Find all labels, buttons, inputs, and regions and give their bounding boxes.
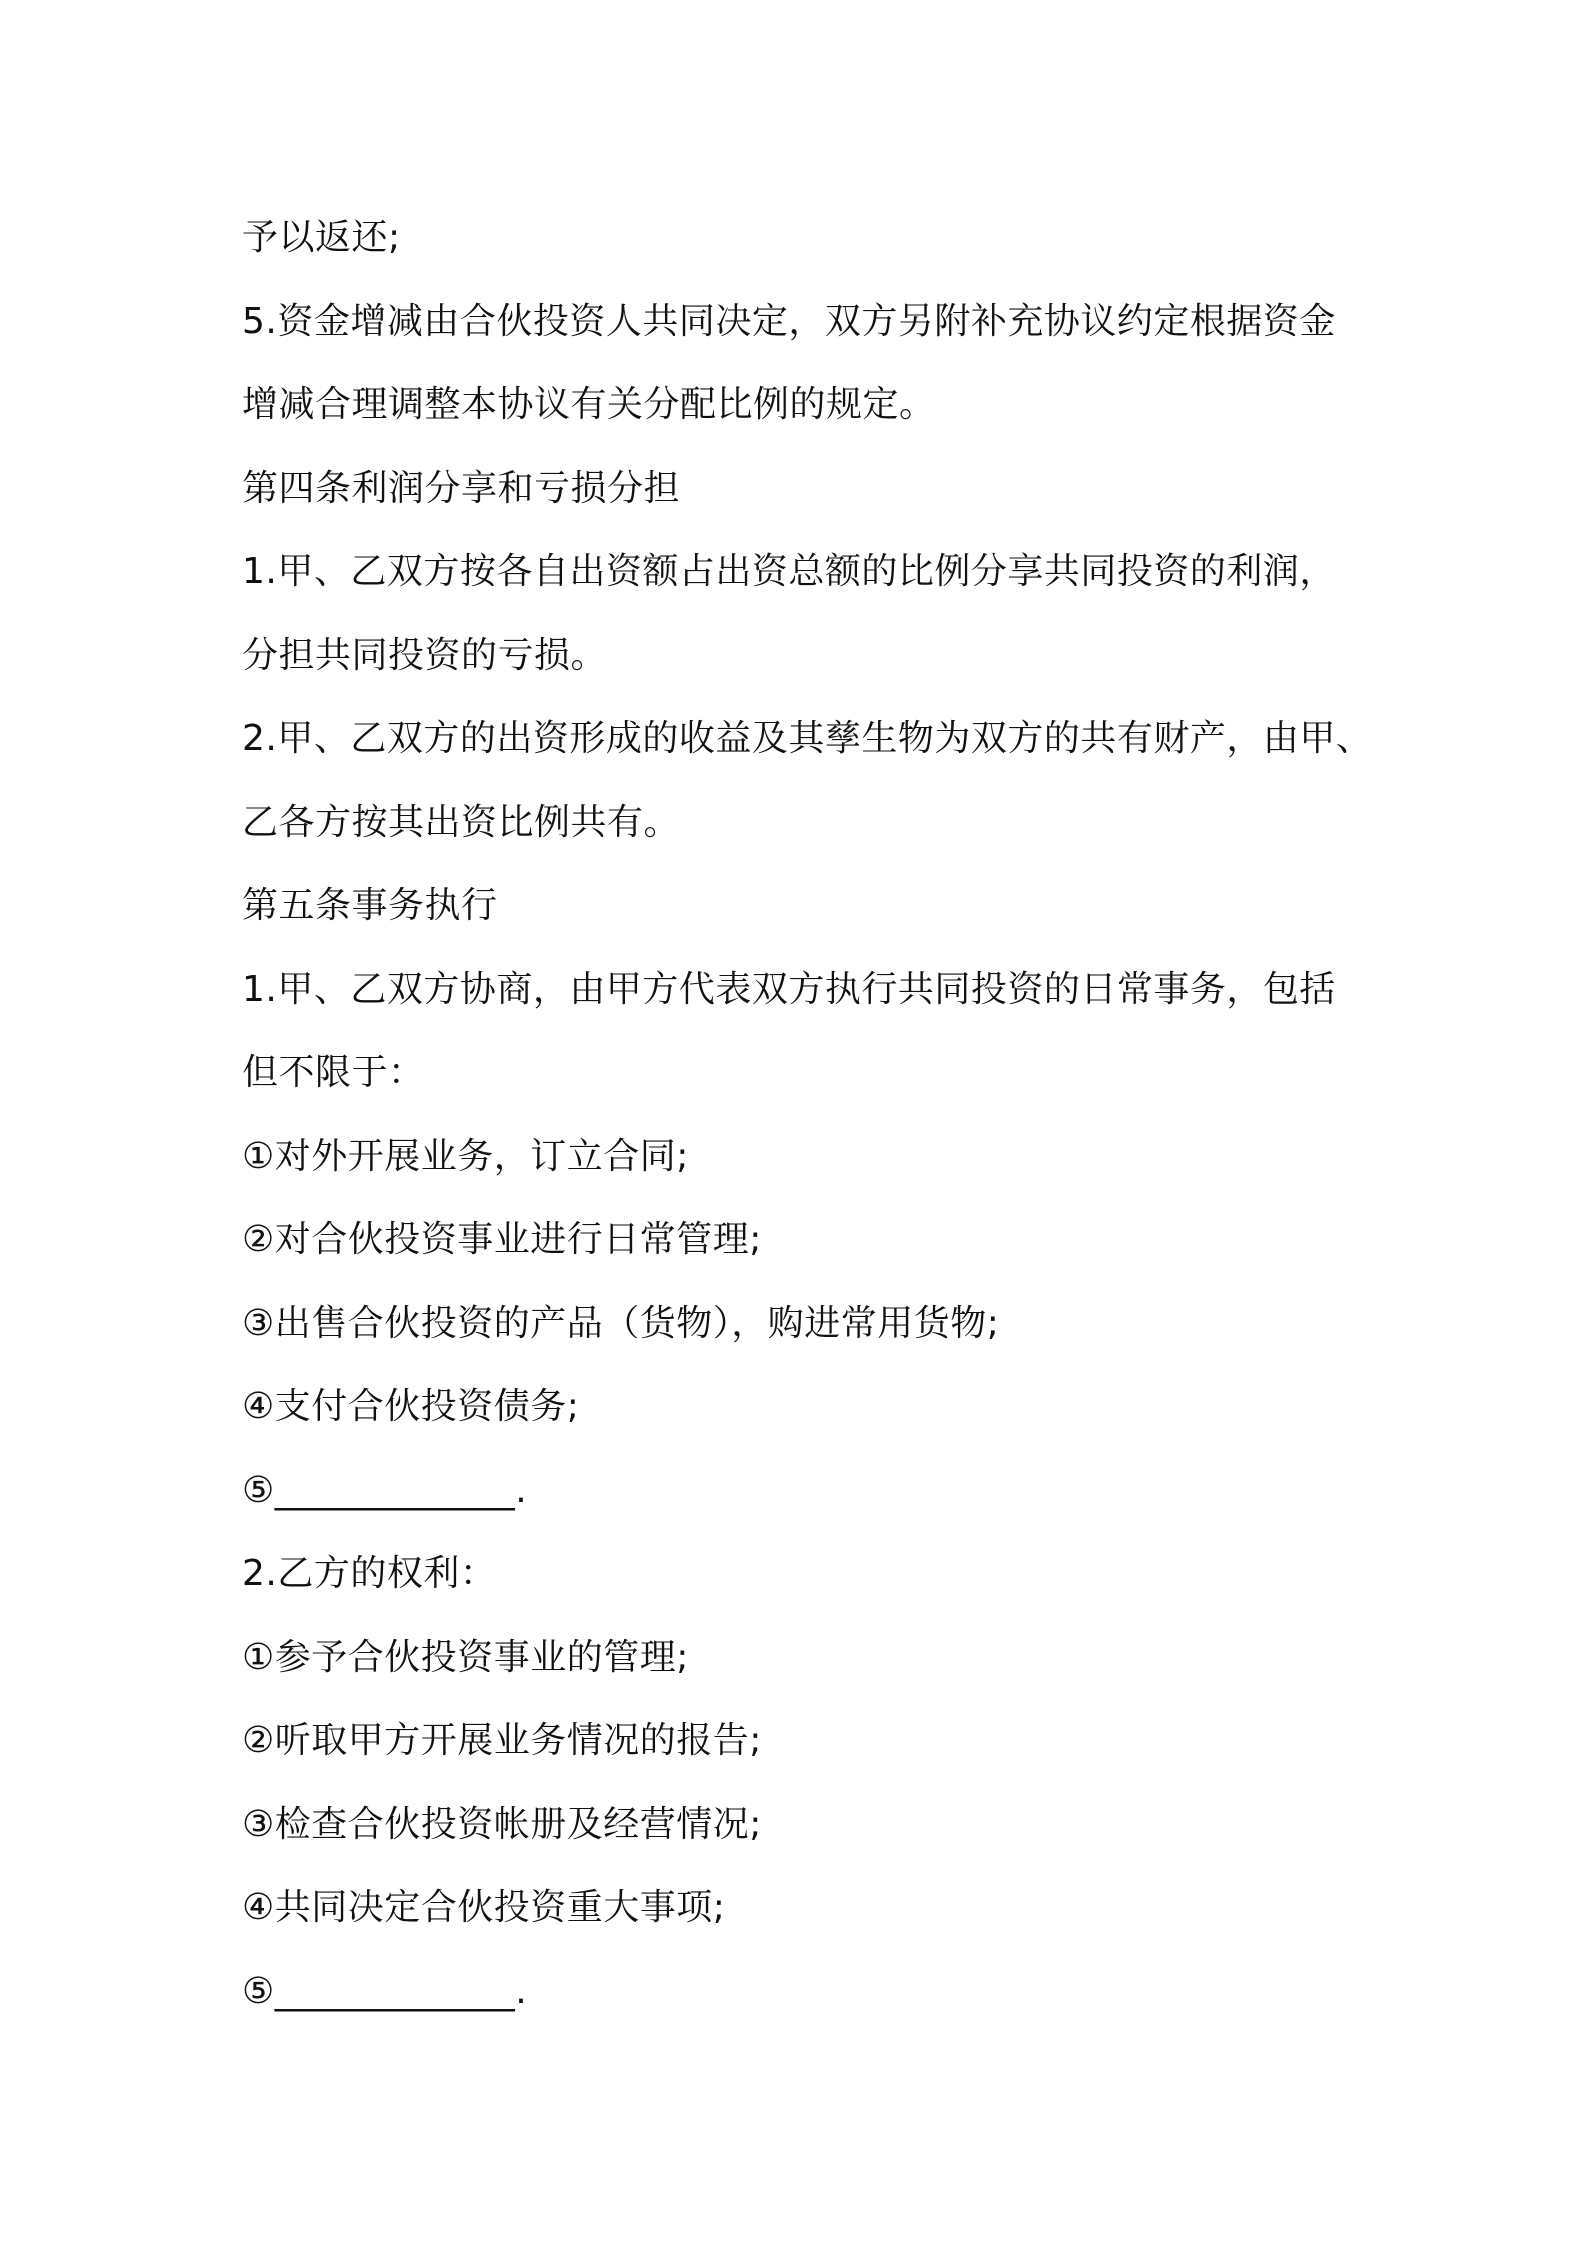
section-heading: 第五条事务执行 — [242, 885, 498, 926]
text-line: 但不限于： — [242, 1052, 425, 1093]
text-line: 乙各方按其出资比例共有。 — [242, 801, 681, 843]
text-line: 增减合理调整本协议有关分配比例的规定。 — [242, 384, 936, 425]
text-line: 5.资金增减由合伙投资人共同决定，双方另附补充协议约定根据资金 — [242, 300, 1336, 342]
section-heading: 第四条利润分享和亏损分担 — [242, 467, 681, 509]
list-item: ③出售合伙投资的产品（货物），购进常用货物; — [242, 1302, 1000, 1344]
list-item: ③检查合伙投资帐册及经营情况; — [242, 1803, 762, 1845]
list-item-blank: ⑤_____________. — [242, 1970, 528, 2012]
text-line: 分担共同投资的亏损。 — [242, 634, 608, 676]
list-item-blank: ⑤_____________. — [242, 1469, 528, 1511]
text-line: 1.甲、乙双方协商，由甲方代表双方执行共同投资的日常事务，包括 — [242, 968, 1336, 1010]
list-item: ④共同决定合伙投资重大事项; — [242, 1887, 726, 1928]
text-line: 2.甲、乙双方的出资形成的收益及其孳生物为双方的共有财产，由甲、 — [242, 718, 1373, 759]
list-item: ①对外开展业务，订立合同; — [242, 1135, 689, 1177]
list-item: ②听取甲方开展业务情况的报告; — [242, 1720, 762, 1761]
list-item: ①参予合伙投资事业的管理; — [242, 1636, 689, 1678]
document-body — [242, 196, 1372, 2033]
list-item: ④支付合伙投资债务; — [242, 1386, 580, 1427]
text-line: 1.甲、乙双方按各自出资额占出资总额的比例分享共同投资的利润， — [242, 551, 1336, 592]
text-line: 2.乙方的权利： — [242, 1553, 497, 1594]
list-item: ②对合伙投资事业进行日常管理; — [242, 1219, 762, 1260]
text-line: 予以返还; — [242, 217, 401, 258]
